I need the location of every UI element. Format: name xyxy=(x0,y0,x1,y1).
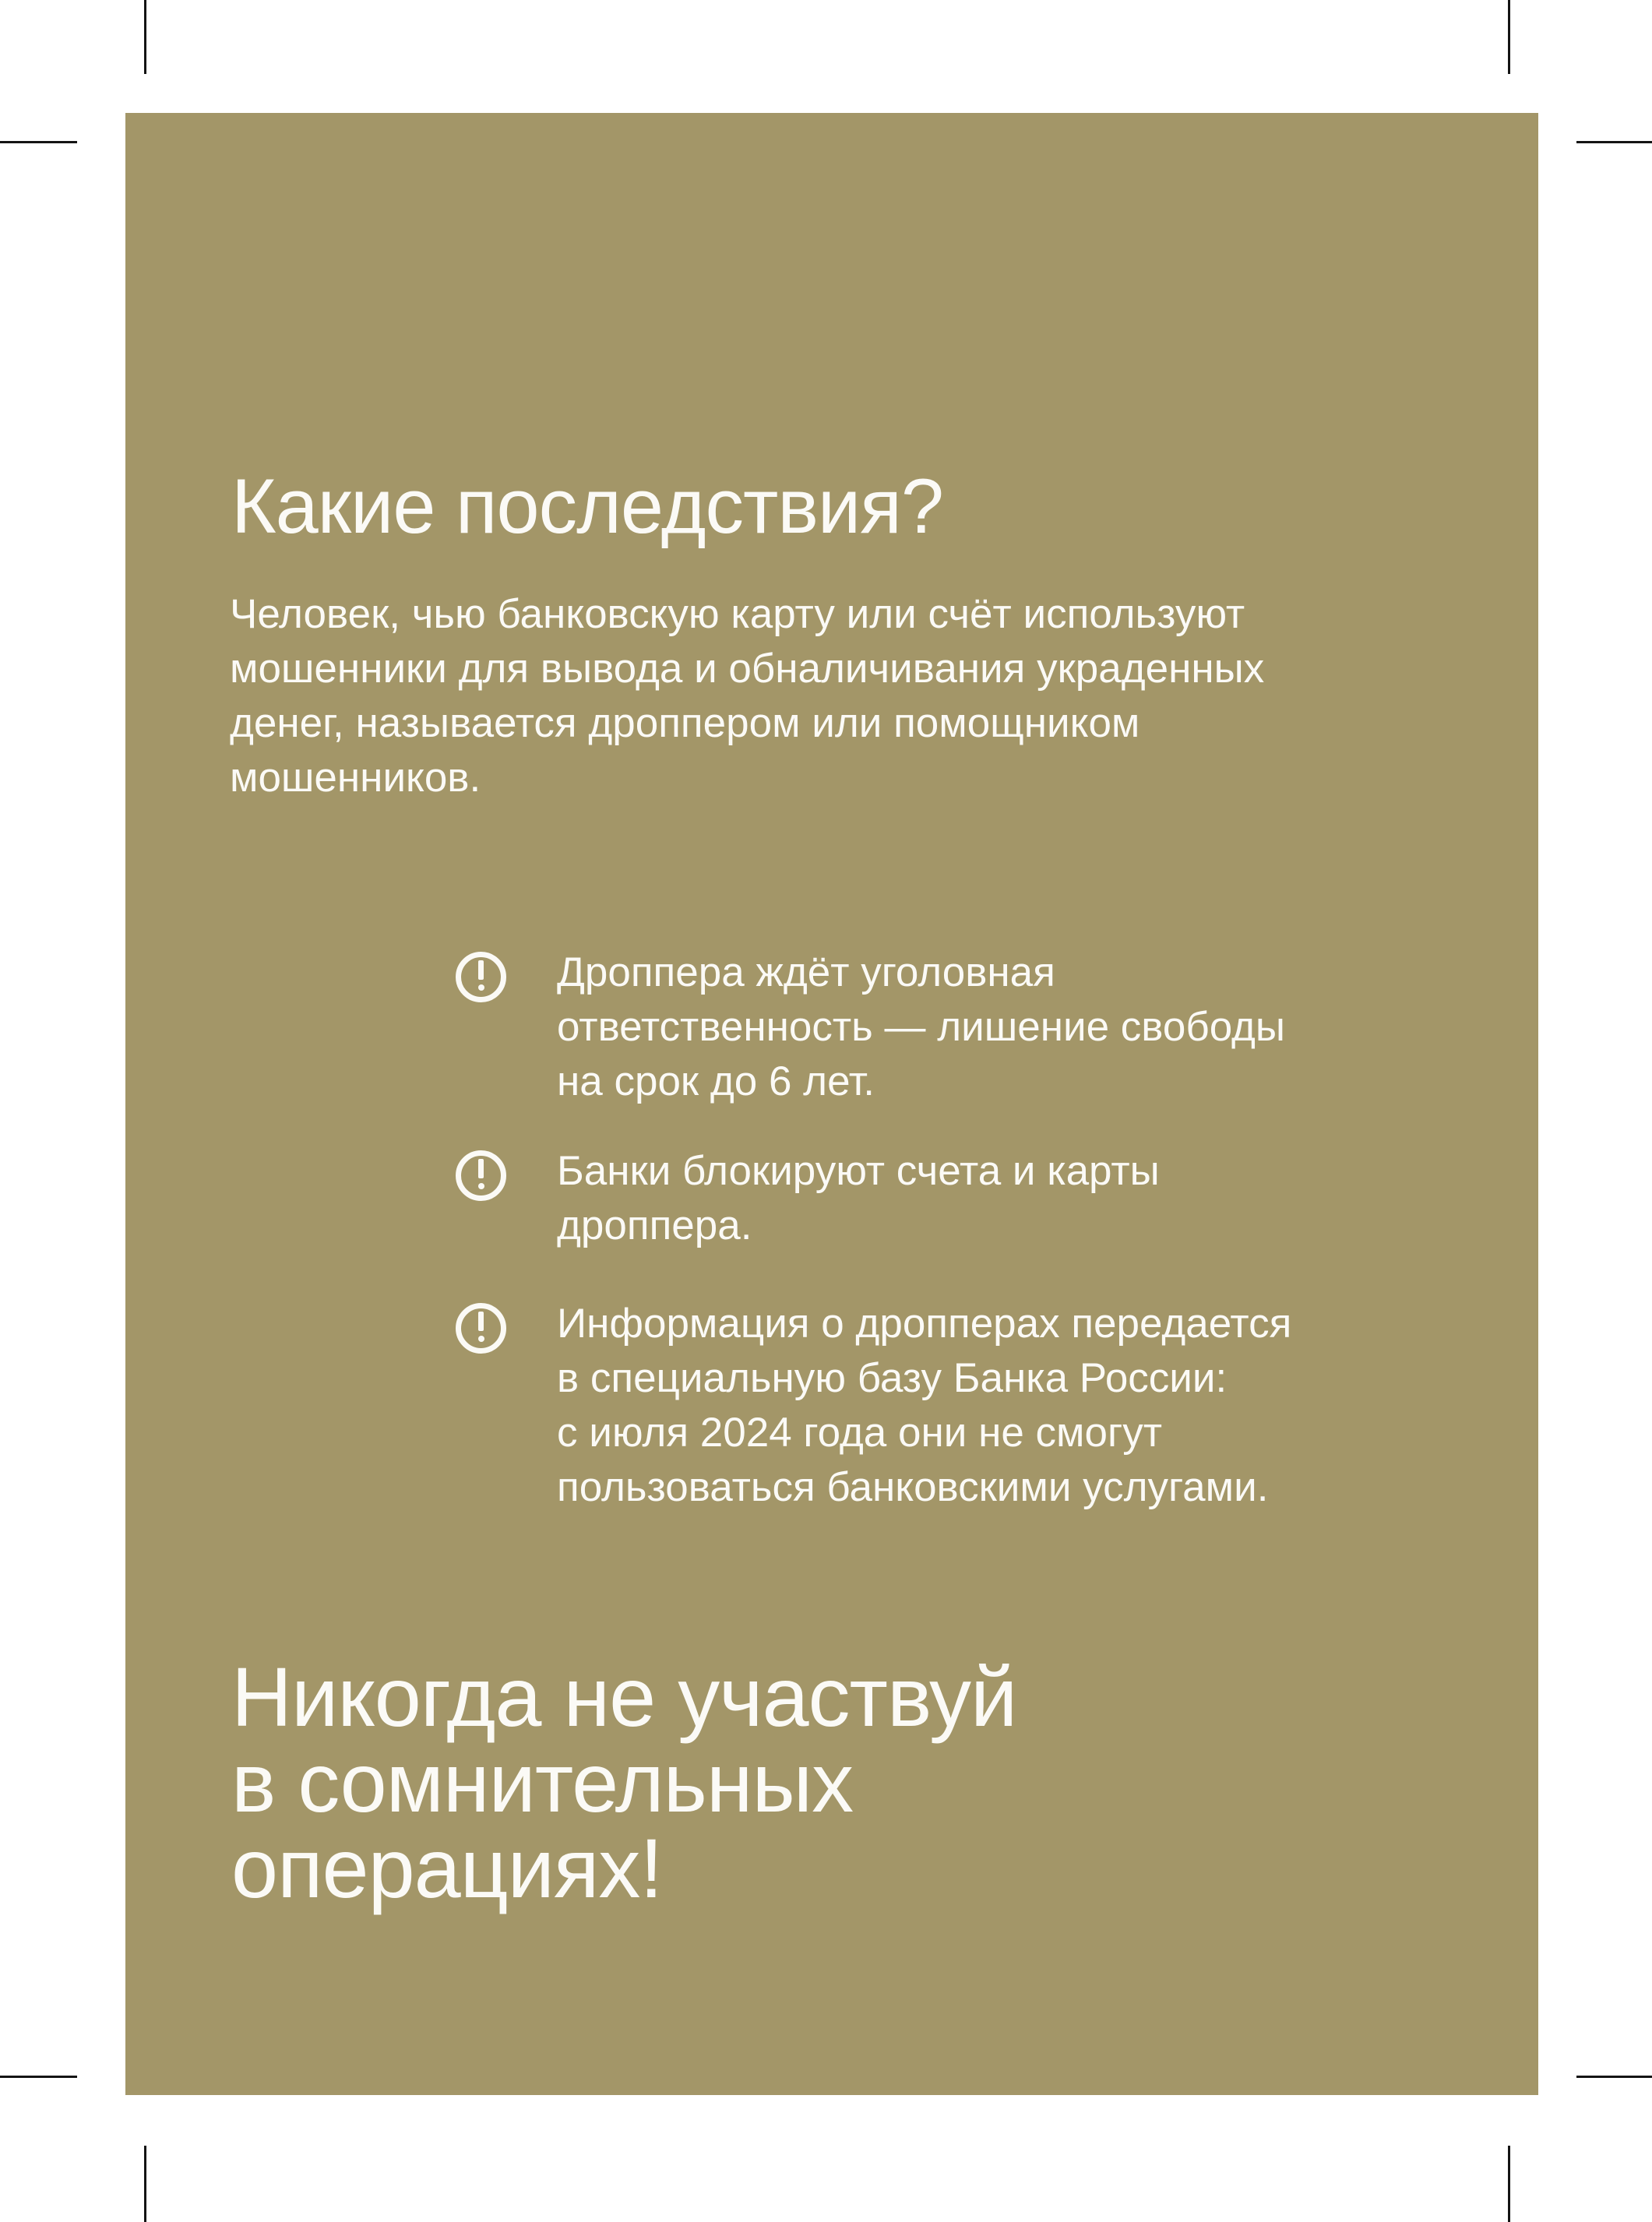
intro-line: мошенников. xyxy=(230,755,481,801)
exclamation-bar xyxy=(478,1159,484,1178)
exclamation-dot xyxy=(478,1183,484,1189)
crop-mark-left-top-horizontal xyxy=(0,141,77,143)
bullet-item xyxy=(557,1297,1291,1515)
intro-line: денег, называется дроппером или помощником xyxy=(230,700,1140,746)
exclamation-dot xyxy=(478,984,484,991)
bullet-line: ответственность — лишение свободы xyxy=(557,1004,1286,1050)
exclamation-dot xyxy=(478,1336,484,1342)
bullet-line: на срок до 6 лет. xyxy=(557,1058,875,1104)
exclamation-bar xyxy=(478,960,484,980)
leaflet-panel xyxy=(125,113,1538,2095)
bullet-line: дроппера. xyxy=(557,1203,752,1248)
intro-paragraph xyxy=(230,587,1264,805)
bullet-line: в специальную базу Банка России: xyxy=(557,1355,1228,1401)
crop-mark-top-right-vertical xyxy=(1508,0,1510,74)
bullet-line: с июля 2024 года они не смогут xyxy=(557,1410,1163,1456)
crop-mark-right-top-horizontal xyxy=(1576,141,1652,143)
intro-line: Человек, чью банковскую карту или счёт используют xyxy=(230,591,1245,637)
crop-mark-right-bottom-horizontal xyxy=(1576,2076,1652,2078)
closing-line: Никогда не участвуй xyxy=(231,1650,1017,1744)
bullet-line: Дроппера ждёт уголовная xyxy=(557,949,1055,995)
page-title: Какие последствия? xyxy=(231,463,943,549)
intro-line: мошенники для вывода и обналичивания украденных xyxy=(230,646,1265,692)
bullet-line: пользоваться банковскими услугами. xyxy=(557,1464,1269,1510)
crop-mark-bottom-right-vertical xyxy=(1508,2146,1510,2222)
closing-line: в сомнительных xyxy=(231,1735,854,1829)
closing-statement xyxy=(231,1650,1017,1915)
crop-mark-left-bottom-horizontal xyxy=(0,2076,77,2078)
closing-line: операциях! xyxy=(231,1821,663,1915)
exclamation-bar xyxy=(478,1312,484,1331)
bullet-line: Банки блокируют счета и карты xyxy=(557,1148,1160,1194)
crop-mark-bottom-left-vertical xyxy=(144,2146,146,2222)
exclamation-circle-icon xyxy=(456,1303,506,1354)
exclamation-circle-icon xyxy=(456,1150,506,1201)
bullet-line: Информация о дропперах передается xyxy=(557,1301,1292,1347)
crop-mark-top-left-vertical xyxy=(144,0,146,74)
exclamation-circle-icon xyxy=(456,952,506,1002)
bullet-item xyxy=(557,945,1285,1109)
bullet-item xyxy=(557,1144,1160,1253)
